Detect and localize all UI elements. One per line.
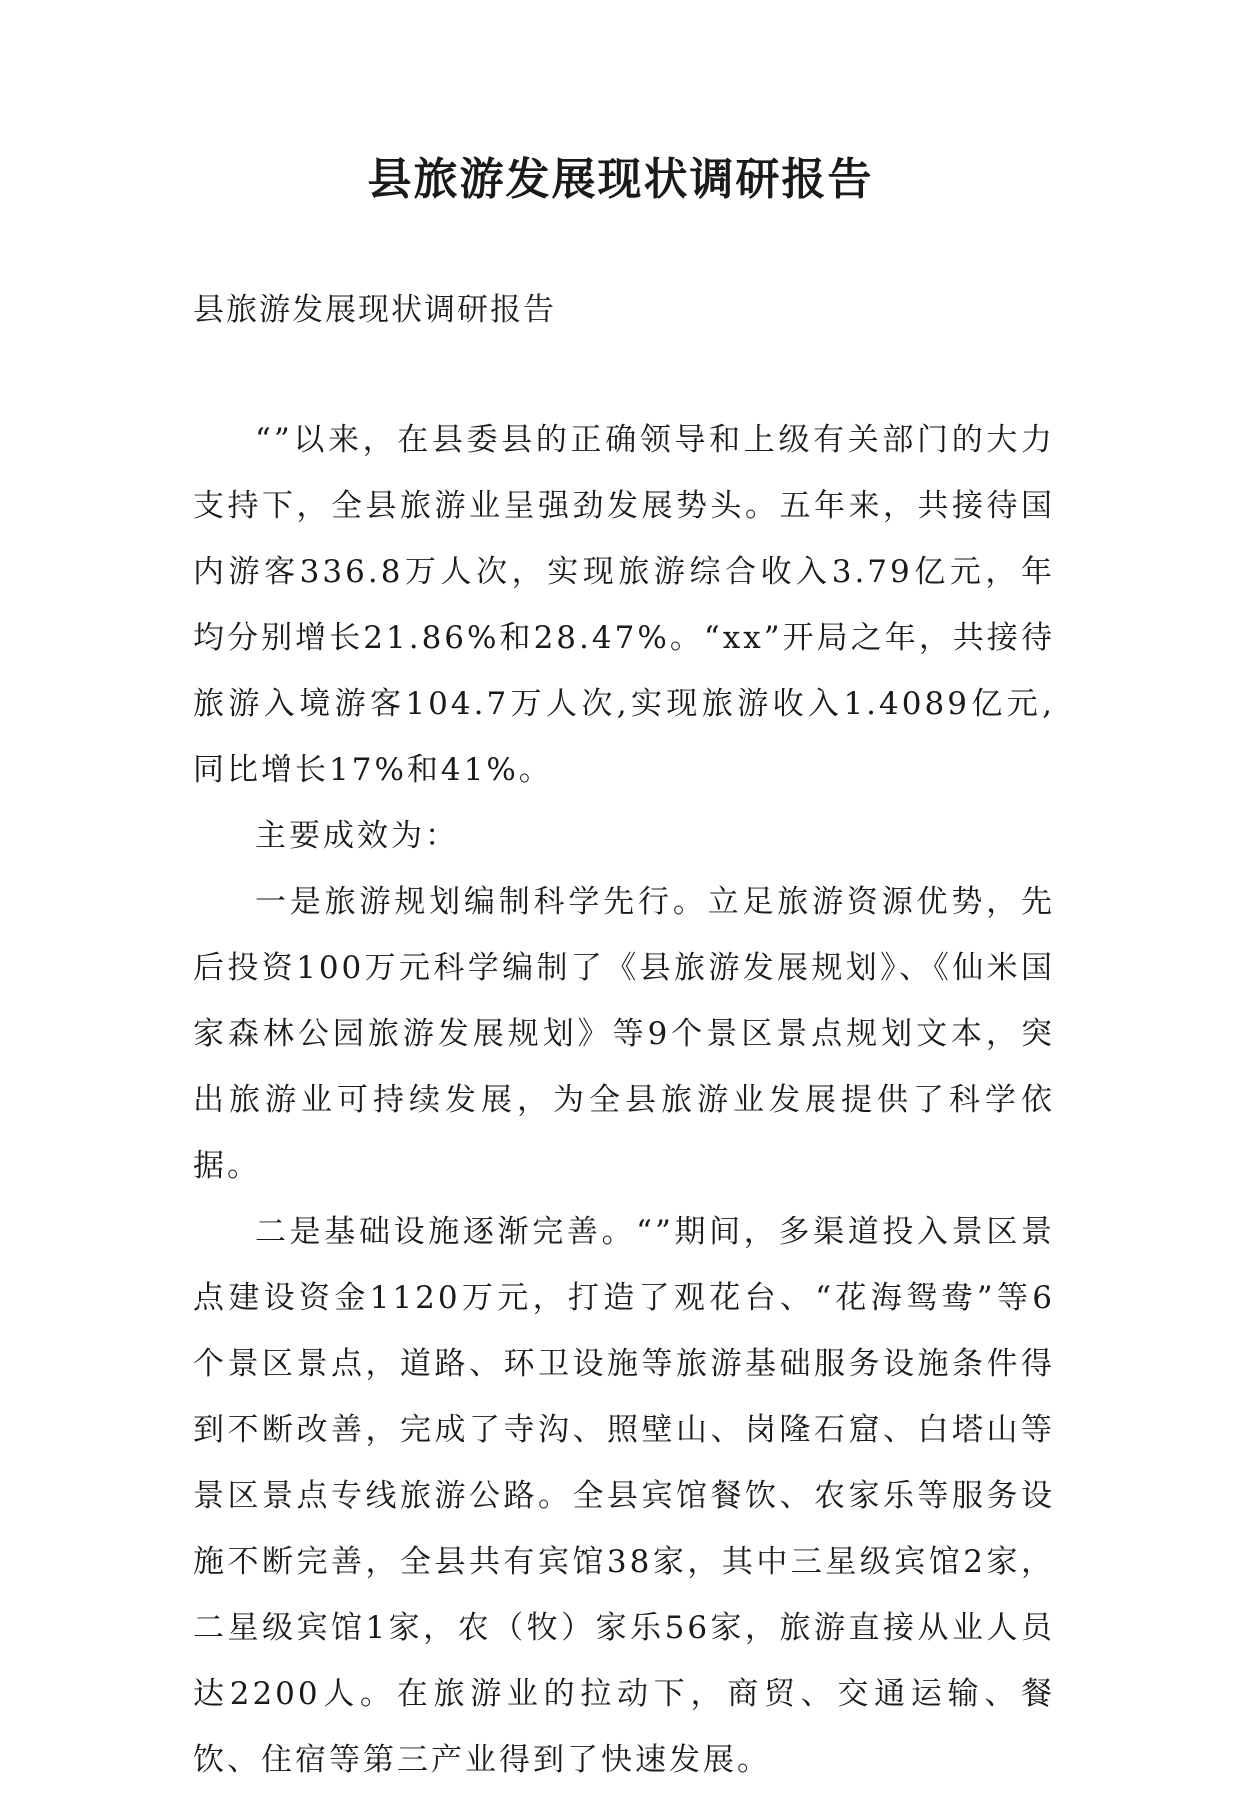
paragraph-planning: 一是旅游规划编制科学先行。立足旅游资源优势，先后投资100万元科学编制了《县旅游发展规划》、《仙米国家森林公园旅游发展规划》等9个景区景点规划文本，突出旅游业可持续发展，为全县旅游业发展提供了科学依据。 [193, 884, 1055, 1184]
document-subtitle: 县旅游发展现状调研报告 [193, 292, 556, 328]
paragraph-main-results: 主要成效为： [255, 818, 459, 854]
document-body [193, 407, 1055, 1793]
document-title: 县旅游发展现状调研报告 [367, 154, 874, 205]
paragraph-intro: “”以来，在县委县的正确领导和上级有关部门的大力支持下，全县旅游业呈强劲发展势头。五年来，共接待国内游客336.8万人次，实现旅游综合收入3.79亿元，年均分别增长21.86%和28.47%。“xx”开局之年，共接待旅游入境游客104.7万人次,实现旅游收入1.4089亿元,同比增长17%和41%。 [193, 422, 1055, 788]
paragraph-infrastructure: 二是基础设施逐渐完善。“”期间，多渠道投入景区景点建设资金1120万元，打造了观花台、“花海鸳鸯”等6个景区景点，道路、环卫设施等旅游基础服务设施条件得到不断改善，完成了寺沟、照壁山、岗隆石窟、白塔山等景区景点专线旅游公路。全县宾馆餐饮、农家乐等服务设施不断完善，全县共有宾馆38家，其中三星级宾馆2家，二星级宾馆1家，农（牧）家乐56家，旅游直接从业人员达2200人。在旅游业的拉动下，商贸、交通运输、餐饮、住宿等第三产业得到了快速发展。 [193, 1214, 1055, 1778]
